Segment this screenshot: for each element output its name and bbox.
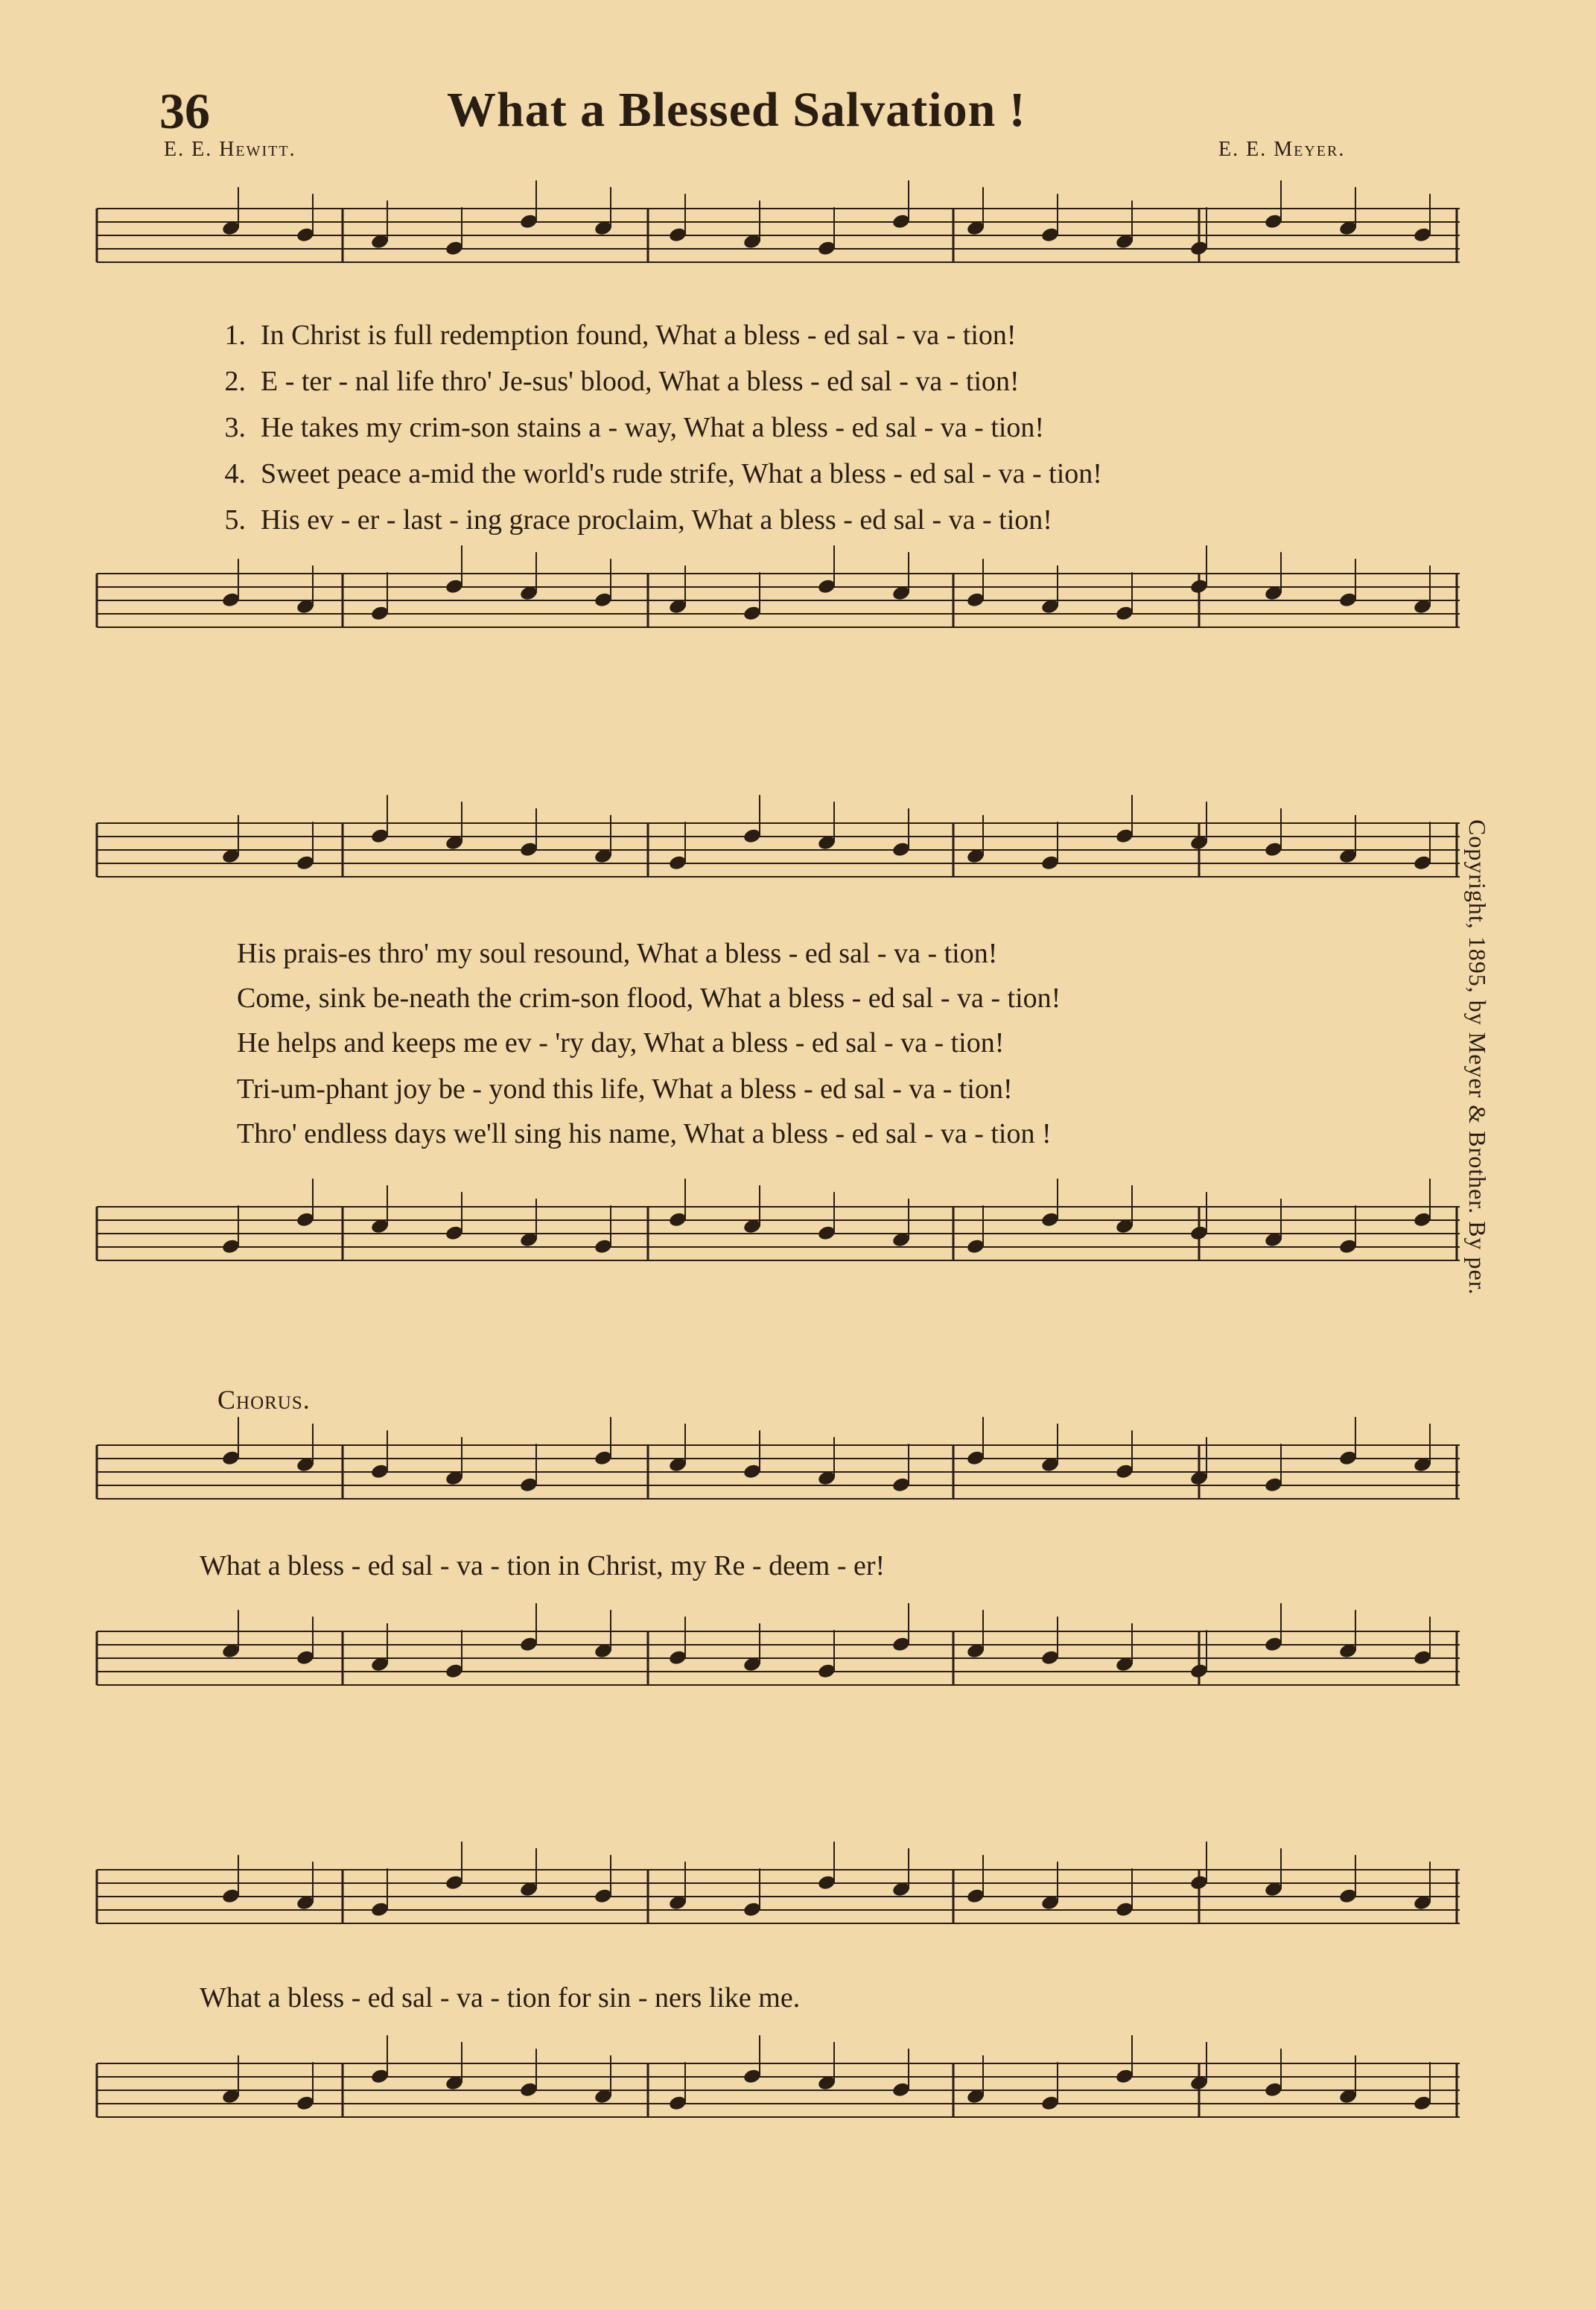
hymn-number: 36 <box>159 83 210 139</box>
system-3-bass-staff <box>97 1609 1460 1736</box>
lyric-line: 4. Sweet peace a-mid the world's rude strife, What a bless - ed sal - va - tion! <box>224 458 1102 489</box>
system-4-bass-staff <box>97 2041 1460 2168</box>
system-1-bass-staff <box>97 551 1460 678</box>
system-2-treble-staff <box>97 801 1460 905</box>
chorus-label: Chorus. <box>217 1385 311 1415</box>
copyright-notice: Copyright, 1895, by Meyer & Brother. By per. <box>1464 819 1491 1295</box>
lyric-line: Come, sink be-neath the crim-son flood, What a bless - ed sal - va - tion! <box>237 983 1061 1014</box>
hymn-title: What a Blessed Salvation ! <box>447 83 1026 137</box>
lyric-line: Thro' endless days we'll sing his name, What a bless - ed sal - va - tion ! <box>237 1118 1052 1149</box>
system-1-treble-staff <box>97 186 1460 291</box>
lyric-line: 2. E - ter - nal life thro' Je-sus' blood, What a bless - ed sal - va - tion! <box>224 366 1020 397</box>
composer-credit: E. E. Meyer. <box>1218 138 1346 161</box>
lyric-line: Tri-um-phant joy be - yond this life, What a bless - ed sal - va - tion! <box>237 1073 1013 1105</box>
system-2-bass-staff <box>97 1184 1460 1311</box>
system-4-treble-staff <box>97 1847 1460 1952</box>
lyric-line: 5. His ev - er - last - ing grace proclaim, What a bless - ed sal - va - tion! <box>224 504 1052 536</box>
lyric-line: His prais-es thro' my soul resound, What a bless - ed sal - va - tion! <box>237 938 998 969</box>
lyricist-credit: E. E. Hewitt. <box>164 138 296 161</box>
lyric-line: He helps and keeps me ev - 'ry day, What a bless - ed sal - va - tion! <box>237 1027 1005 1059</box>
lyric-line: 3. He takes my crim-son stains a - way, What a bless - ed sal - va - tion! <box>224 412 1045 443</box>
lyric-line: 1. In Christ is full redemption found, What a bless - ed sal - va - tion! <box>224 320 1017 351</box>
chorus-lyric-line-2: What a bless - ed sal - va - tion for sin - ners like me. <box>200 1982 801 2014</box>
system-3-treble-staff <box>97 1423 1460 1527</box>
chorus-lyric-line-1: What a bless - ed sal - va - tion in Christ, my Re - deem - er! <box>200 1550 886 1581</box>
